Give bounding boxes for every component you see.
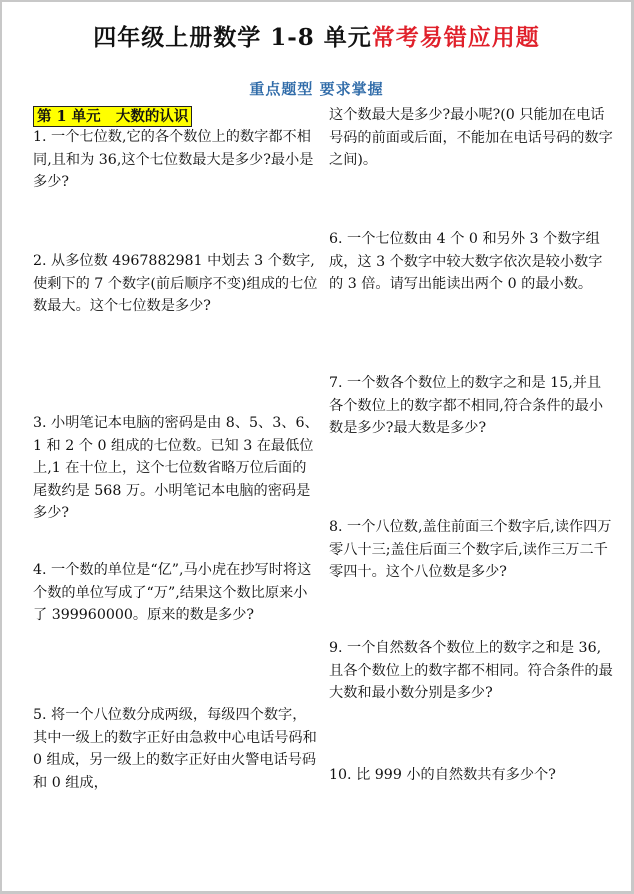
title-accent: 常考易错应用题 xyxy=(371,24,540,51)
question-8: 8. 一个八位数,盖住前面三个数字后,读作四万零八十三;盖住后面三个数字后,读作三万二千零四十。这个八位数是多少? xyxy=(329,519,612,581)
question-5: 5. 将一个八位数分成两级，每级四个数字，其中一级上的数字正好由急救中心电话号码和 0 组成，另一级上的数字正好由火警电话号码和 0 组成， xyxy=(33,707,317,791)
question-3: 3. 小明笔记本电脑的密码是由 8、5、3、6、1 和 2 个 0 组成的七位数。已知 3 在最低位上,1 在十位上，这个七位数省略万位后面的尾数约是 568 万。小明笔记本电脑的密码是多少? xyxy=(33,415,319,522)
question-1: 1. 一个七位数,它的各个数位上的数字都不相同,且和为 36,这个七位数最大是多少?最小是多少? xyxy=(33,129,314,191)
question-9: 9. 一个自然数各个数位上的数字之和是 36,且各个数位上的数字都不相同。符合条件的最大数和最小数分别是多少? xyxy=(329,640,613,702)
question-4: 4. 一个数的单位是“亿”,马小虎在抄写时将这个数的单位写成了“万”,结果这个数比原来小了 399960000。原来的数是多少? xyxy=(33,562,312,624)
question-6: 6. 一个七位数由 4 个 0 和另外 3 个数字组成，这 3 个数字中较大数字依次是较小数字的 3 倍。请写出能读出两个 0 的最小数。 xyxy=(329,231,603,293)
page-subtitle: 重点题型 要求掌握 xyxy=(249,80,384,98)
question-2: 2. 从多位数 4967882981 中划去 3 个数字,使剩下的 7 个数字(前后顺序不变)组成的七位数最大。这个七位数是多少? xyxy=(33,253,318,315)
question-7: 7. 一个数各个数位上的数字之和是 15,并且各个数位上的数字都不相同,符合条件的最小数是多少?最大数是多少? xyxy=(329,375,604,437)
title-main: 四年级上册数学 1-8 单元 xyxy=(93,24,372,51)
question-5-continued: 这个数最大是多少?最小呢?(0 只能加在电话号码的前面或后面，不能加在电话号码的数字之间)。 xyxy=(329,107,613,169)
page-title xyxy=(2,22,631,54)
question-10: 10. 比 999 小的自然数共有多少个? xyxy=(329,767,556,783)
unit-heading: 第 1 单元 大数的认识 xyxy=(33,106,192,127)
document-page xyxy=(2,2,631,891)
